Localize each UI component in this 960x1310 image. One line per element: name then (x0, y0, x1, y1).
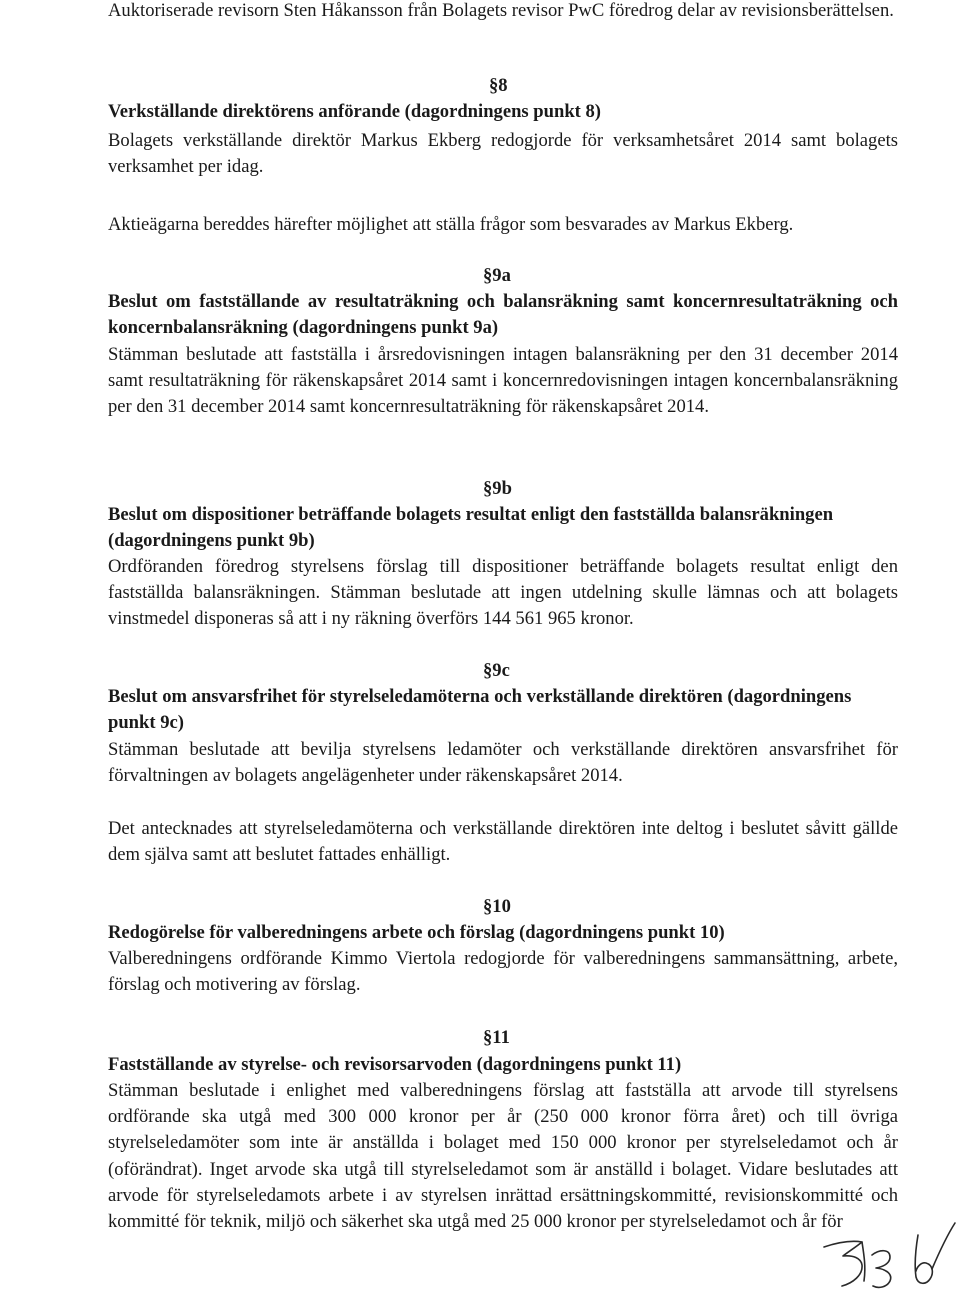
section-symbol-9b: §9b (483, 478, 512, 499)
section-heading-9c: Beslut om ansvarsfrihet för styrelseledamöterna och verkställande direktören (dagordningens punkt 9c) (108, 686, 852, 734)
section-paragraph-8-1: Bolagets verkställande direktör Markus Ekberg redogjorde för verksamhetsåret 2014 samt bolagets verksamhet per idag. (108, 130, 898, 178)
section-heading-9a: Beslut om fastställande av resultaträkning och balansräkning samt koncernresultaträkning och koncernbalansräkning (dagordningens punkt 9a) (108, 291, 898, 339)
section-paragraph-11-1: Stämman beslutade i enlighet med valberedningens förslag att fastställa att arvode till styrelsens ordförande ska utgå med 300 000 kronor per år (250 000 kronor förra året) och till övriga styrelseledamöter som inte är anställda i bolaget med 150 000 kronor per styrelseledamot och år (oförändrat). Inget arvode ska utgå till styrelseledamot som är anställd i bolaget. Vidare beslutades att arvode för styrelseledamots arbete i av styrelsen inrättad ersättningskommitté, revisionskommitté och kommitté för teknik, miljö och säkerhet ska utgå med 25 000 kronor per styrelseledamot och år för (108, 1080, 898, 1233)
section-paragraph-10-1: Valberedningens ordförande Kimmo Viertola redogjorde för valberedningens sammansättning, arbete, förslag och motivering av förslag. (108, 948, 898, 996)
section-paragraph-8-2: Aktieägarna bereddes härefter möjlighet att ställa frågor som besvarades av Markus Ekberg. (108, 214, 794, 235)
handwritten-initials-signature (810, 1185, 960, 1310)
section-heading-9b: Beslut om dispositioner beträffande bolagets resultat enligt den fastställda balansräkningen (dagordningens punkt 9b) (108, 504, 834, 552)
section-heading-10: Redogörelse för valberedningens arbete och förslag (dagordningens punkt 10) (108, 922, 725, 943)
section-symbol-11: §11 (483, 1027, 510, 1048)
intro-paragraph: Auktoriserade revisorn Sten Håkansson från Bolagets revisor PwC föredrog delar av revisionsberättelsen. (108, 0, 894, 21)
section-symbol-9c: §9c (483, 660, 510, 681)
section-paragraph-9b-1: Ordföranden föredrog styrelsens förslag till dispositioner beträffande bolagets resultat enligt den fastställda balansräkningen. Stämman beslutade att ingen utdelning skulle lämnas och att bolagets vinstmedel disponeras så att i ny räkning överförs 144 561 965 kronor. (108, 556, 898, 630)
section-symbol-8: §8 (489, 75, 508, 96)
section-symbol-9a: §9a (483, 265, 511, 286)
section-symbol-10: §10 (483, 896, 511, 917)
section-paragraph-9c-2: Det antecknades att styrelseledamöterna och verkställande direktören inte deltog i beslutet såvitt gällde dem själva samt att beslutet fattades enhälligt. (108, 818, 898, 866)
section-paragraph-9a-1: Stämman beslutade att fastställa i årsredovisningen intagen balansräkning per den 31 december 2014 samt resultaträkning för räkenskapsåret 2014 samt i koncernredovisningen intagen koncernbalansräkning per den 31 december 2014 samt koncernresultaträkning för räkenskapsåret 2014. (108, 344, 898, 418)
section-heading-8: Verkställande direktörens anförande (dagordningens punkt 8) (108, 101, 601, 122)
section-heading-11: Fastställande av styrelse- och revisorsarvoden (dagordningens punkt 11) (108, 1054, 682, 1075)
section-paragraph-9c-1: Stämman beslutade att bevilja styrelsens ledamöter och verkställande direktören ansvarsfrihet för förvaltningen av bolagets angelägenheter under räkenskapsåret 2014. (108, 739, 898, 787)
